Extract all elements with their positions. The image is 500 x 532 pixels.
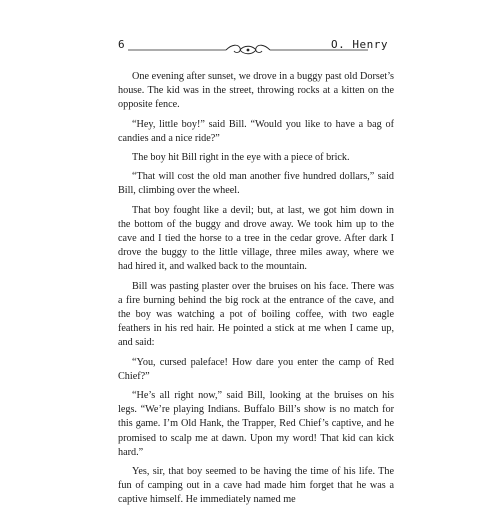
paragraph: Yes, sir, that boy seemed to be having the time of his life. The fun of camping out in a cave had made him forget that he was a captive himself. He immediately named me bbox=[118, 466, 394, 506]
paragraph: The boy hit Bill right in the eye with a piece of brick. bbox=[132, 152, 350, 164]
paragraph: “You, cursed paleface! How dare you enter the camp of Red Chief?” bbox=[118, 356, 394, 382]
paragraph: “He’s all right now,” said Bill, looking at the bruises on his legs. “We’re playing Indians. Buffalo Bill’s show is no match for this game. I’m Old Hank, the Trapper, Red Chief’s captive, and he promised to scalp me at dawn. Upon my word! That kid can kick hard.” bbox=[118, 390, 394, 458]
paragraph: That boy fought like a devil; but, at last, we got him down in the bottom of the buggy and drove away. We took him up to the cave and I tied the horse to a tree in the cedar grove. After dark I drove the buggy to the little village, three miles away, where we had hired it, and walked back to the mountain. bbox=[118, 204, 394, 273]
paragraph: “Hey, little boy!” said Bill. “Would you like to have a bag of candies and a nice ride?” bbox=[118, 118, 394, 144]
paragraph: “That will cost the old man another five hundred dollars,” said Bill, climbing over the wheel. bbox=[118, 171, 394, 197]
author-name: O. Henry bbox=[331, 38, 388, 51]
body-text bbox=[118, 70, 394, 513]
page-number: 6 bbox=[118, 38, 125, 51]
paragraph: Bill was pasting plaster over the bruises on his face. There was a fire burning behind the big rock at the entrance of the cave, and the boy was watching a pot of boiling coffee, with two eagle feathers in his red hair. He pointed a stick at me when I came up, and said: bbox=[118, 280, 394, 349]
paragraph: One evening after sunset, we drove in a buggy past old Dorset’s house. The kid was in the street, throwing rocks at a kitten on the opposite fence. bbox=[118, 71, 394, 111]
page-header bbox=[118, 38, 388, 60]
